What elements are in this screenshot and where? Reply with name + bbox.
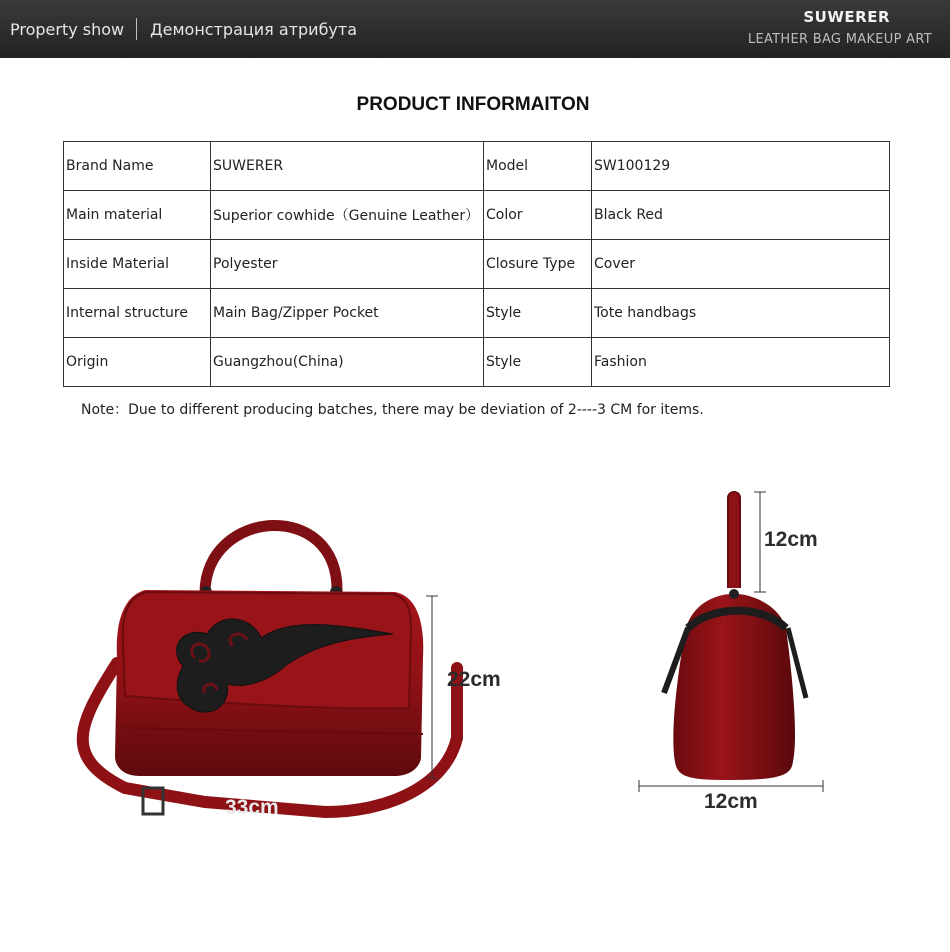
bag-front-figure xyxy=(55,488,515,833)
product-info-table xyxy=(63,141,890,387)
size-note: Note：Due to different producing batches, there may be deviation of 2----3 CM for items. xyxy=(81,402,704,418)
table-label-cell: Internal structure xyxy=(64,289,211,338)
table-value-cell: Tote handbags xyxy=(592,289,890,338)
table-row xyxy=(64,191,890,240)
table-label-cell: Style xyxy=(484,338,592,387)
front-width-label: 33cm xyxy=(225,796,279,819)
table-label-cell: Color xyxy=(484,191,592,240)
table-value-cell: Polyester xyxy=(211,240,484,289)
table-label-cell: Closure Type xyxy=(484,240,592,289)
header-divider xyxy=(136,18,137,40)
brand-logo-text: SUWERER xyxy=(803,8,890,26)
table-label-cell: Style xyxy=(484,289,592,338)
table-value-cell: SUWERER xyxy=(211,142,484,191)
front-height-label: 22cm xyxy=(447,668,501,691)
table-label-cell: Inside Material xyxy=(64,240,211,289)
table-label-cell: Main material xyxy=(64,191,211,240)
table-value-cell: Guangzhou(China) xyxy=(211,338,484,387)
table-row xyxy=(64,289,890,338)
table-row xyxy=(64,240,890,289)
table-row xyxy=(64,142,890,191)
bag-side-figure xyxy=(628,488,848,818)
table-label-cell: Origin xyxy=(64,338,211,387)
table-value-cell: Fashion xyxy=(592,338,890,387)
table-label-cell: Brand Name xyxy=(64,142,211,191)
table-value-cell: Superior cowhide（Genuine Leather） xyxy=(211,191,484,240)
header-property-show: Property show xyxy=(10,19,125,39)
table-value-cell: Black Red xyxy=(592,191,890,240)
side-depth-label: 12cm xyxy=(704,790,758,813)
header-left xyxy=(10,18,357,40)
bag-handle xyxy=(205,525,337,593)
section-title: PRODUCT INFORMAITON xyxy=(356,94,590,115)
header-property-show-ru: Демонстрация атрибута xyxy=(150,19,358,39)
side-handle-label: 12cm xyxy=(764,528,818,551)
table-value-cell: Cover xyxy=(592,240,890,289)
table-label-cell: Model xyxy=(484,142,592,191)
table-value-cell: Main Bag/Zipper Pocket xyxy=(211,289,484,338)
brand-tagline: LEATHER BAG MAKEUP ART xyxy=(747,32,932,47)
header-bar xyxy=(0,0,950,58)
side-handle xyxy=(728,492,740,588)
table-row xyxy=(64,338,890,387)
table-value-cell: SW100129 xyxy=(592,142,890,191)
header-brand-block xyxy=(748,8,932,47)
